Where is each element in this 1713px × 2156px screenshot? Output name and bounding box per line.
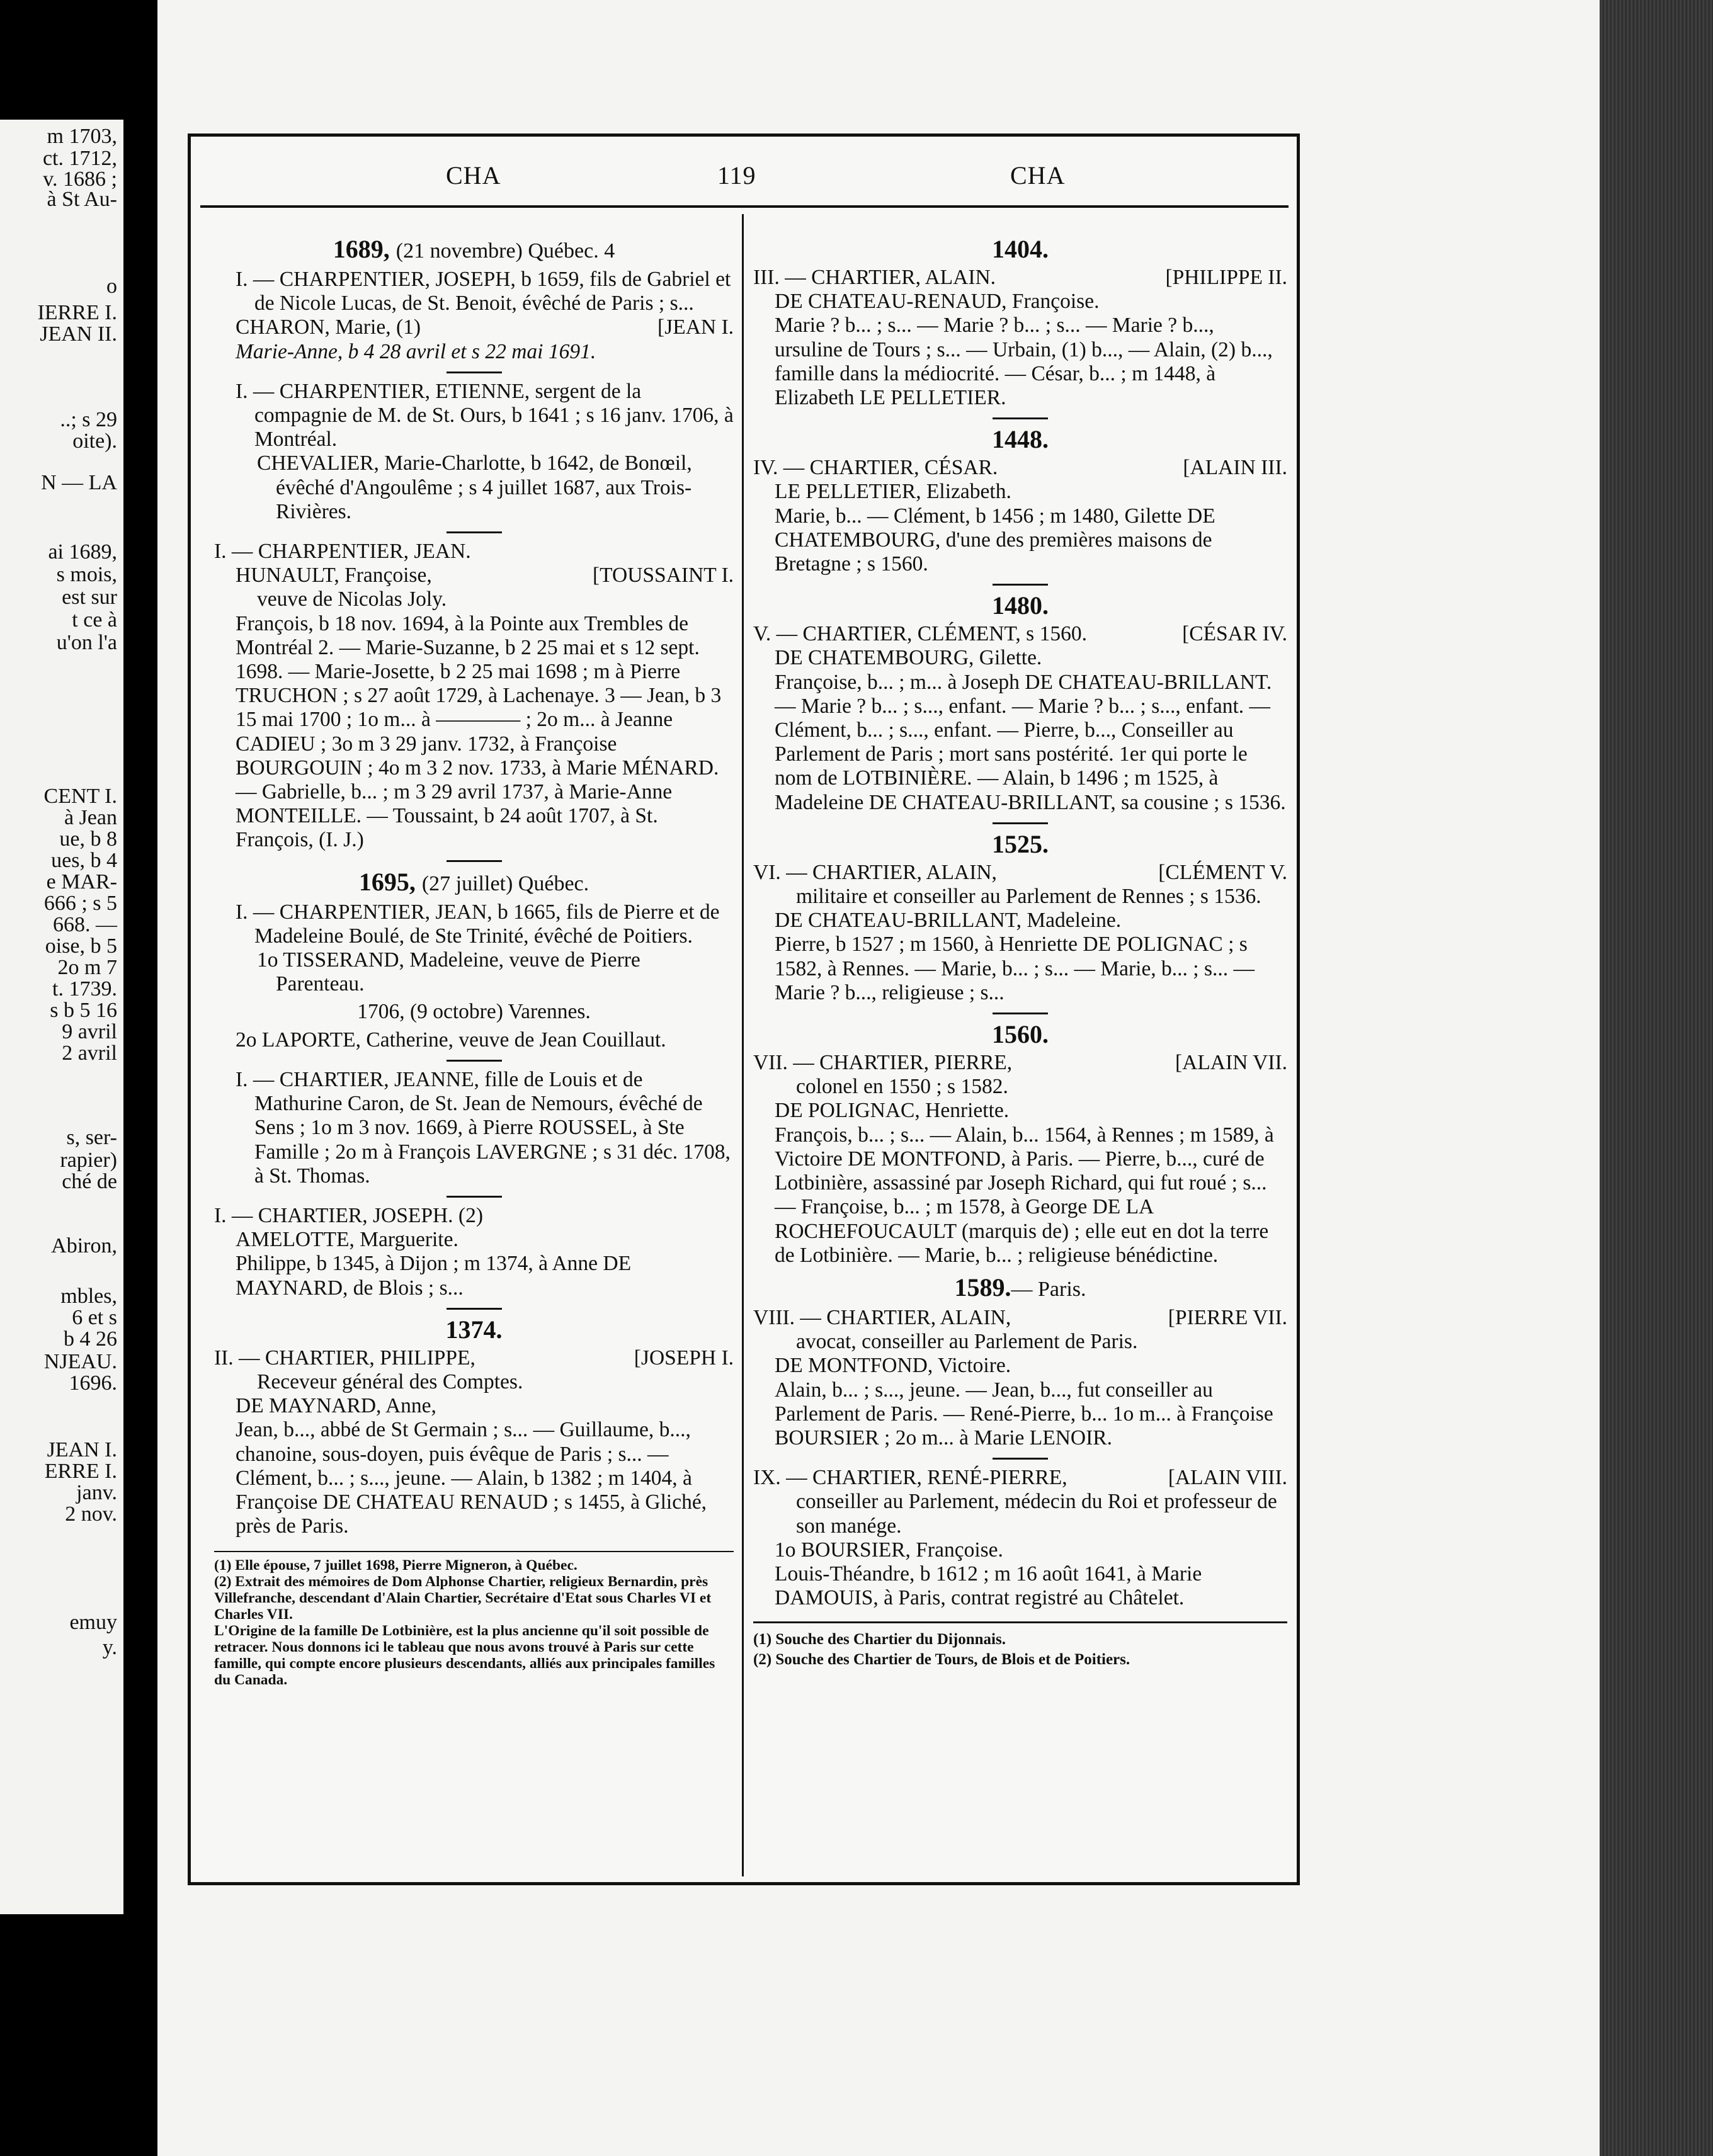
entry-office: militaire et conseiller au Parlement de Rennes ; s 1536. (796, 885, 1261, 909)
left-page-fragment-text: ct. 1712, (42, 147, 117, 170)
entry-office: conseiller au Parlement, médecin du Roi et professeur de son manége. (796, 1490, 1277, 1538)
entry-spouse: HUNAULT, Françoise, [TOUSSAINT I. (236, 564, 734, 587)
left-page-fragment-text: à Jean (64, 806, 117, 829)
entry-head: I. — CHARPENTIER, ETIENNE, sergent de la compagnie de M. de St. Ours, b 1641 ; s 16 janv. 1706, à Montréal. (236, 379, 734, 451)
genealogy-entry (214, 380, 734, 524)
left-page-fragment-text: IERRE I. (37, 301, 117, 324)
left-page-fragment-text: est sur (62, 586, 117, 609)
left-page-fragment-text: NJEAU. (43, 1350, 117, 1373)
separator (993, 417, 1048, 419)
left-page-fragment-text: 668. — (53, 913, 117, 936)
genealogy-entry (214, 1068, 734, 1188)
entry-children: Marie ? b... ; s... — Marie ? b... ; s... — Marie ? b..., ursuline de Tours ; s... — Urbain, (1) b..., — Alain, (2) b..., famille dans la médiocrité. — César, b... ; m 1448, à Elizabeth LE PELLETIER. (775, 314, 1273, 410)
genealogy-entry (753, 1466, 1287, 1610)
entry-office: avocat, conseiller au Parlement de Paris. (796, 1330, 1138, 1354)
entry-head: I. — CHARPENTIER, JEAN. (214, 540, 471, 564)
header-rule (200, 205, 1289, 208)
left-page-fragment (0, 120, 123, 1914)
parent-ref: [ALAIN III. (1183, 456, 1287, 480)
year-heading: 1404. (992, 235, 1049, 263)
parent-ref: [JOSEPH I. (634, 1346, 734, 1370)
footnote-3: L'Origine de la famille De Lotbinière, est la plus ancienne qu'il soit possible de retracer. Nous donnons ici le tableau que nous avons trouvé à Paris sur cette famille, qui compte encore plusieurs descendants, alliés aux principales familles du Canada. (214, 1623, 715, 1689)
entry-head: IV. — CHARTIER, CÉSAR. [ALAIN III. (753, 456, 1287, 480)
year-heading: 1480. (992, 591, 1049, 620)
left-page-fragment-text: e MAR- (46, 870, 117, 894)
year-heading: 1448. (992, 425, 1049, 454)
separator (447, 372, 502, 373)
left-page-fragment-text: JEAN II. (40, 322, 117, 346)
left-page-fragment-text: janv. (76, 1481, 117, 1504)
year-heading: 1695, (27 juillet) Québec. (358, 867, 589, 896)
entry-spouse-2: 2o LAPORTE, Catherine, veuve de Jean Couillaut. (236, 1028, 666, 1052)
separator (447, 1308, 502, 1310)
genealogy-entry (753, 1306, 1287, 1450)
running-head-right: CHA (1010, 161, 1066, 190)
entry-head: I. — CHARTIER, JEANNE, fille de Louis et de Mathurine Caron, de St. Jean de Nemours, évêché de Sens ; 1o m 3 nov. 1669, à Pierre ROUSSEL, à Ste Famille ; 2o m à François LAVERGNE ; s 31 déc. 1708, à St. Thomas. (236, 1067, 731, 1188)
column-divider (742, 214, 744, 1876)
entry-spouse: 1o BOURSIER, Françoise. (775, 1538, 1003, 1562)
entry-children: Marie-Anne, b 4 28 avril et s 22 mai 1691. (236, 339, 596, 363)
entry-children: François, b 18 nov. 1694, à la Pointe aux Trembles de Montréal 2. — Marie-Suzanne, b 2 25 mai et s 12 sept. 1698. — Marie-Josette, b 2 25 mai 1698 ; m à Pierre TRUCHON ; s 27 août 1729, à Lachenaye. 3 — Jean, b 3 15 mai 1700 ; 1o m... à ———— ; 2o m... à Jeanne CADIEU ; 3o m 3 29 janv. 1732, à Françoise BOURGOUIN ; 4o m 3 2 nov. 1733, à Marie MÉNARD. — Gabrielle, b... ; m 3 29 avril 1737, à Marie-Anne MONTEILLE. — Toussaint, b 24 août 1707, à St. François, (I. J.) (236, 611, 722, 852)
genealogy-entry (214, 268, 734, 364)
left-page-fragment-text: v. 1686 ; (43, 167, 117, 191)
left-page-fragment-text: ues, b 4 (51, 849, 117, 872)
page-number: 119 (717, 161, 756, 190)
parent-ref: [PIERRE VII. (1168, 1305, 1287, 1329)
entry-head: I. — CHARPENTIER, JEAN, b 1665, fils de Pierre et de Madeleine Boulé, de Ste Trinité, évêché de Poitiers. (236, 900, 720, 948)
parent-ref: [CÉSAR IV. (1182, 622, 1287, 646)
left-page-fragment-text: s, ser- (66, 1126, 117, 1149)
left-page-fragment-text: 9 avril (62, 1020, 117, 1043)
entry-spouse-note: veuve de Nicolas Joly. (257, 587, 447, 611)
parent-ref: [JEAN I. (657, 315, 734, 339)
entry-spouse: CHARON, Marie, (1) [JEAN I. (236, 315, 734, 339)
separator (447, 1196, 502, 1198)
entry-head: III. — CHARTIER, ALAIN. [PHILIPPE II. (753, 266, 1287, 289)
entry-spouse: LE PELLETIER, Elizabeth. (775, 480, 1011, 504)
genealogy-entry (753, 622, 1287, 815)
footnote-rule (214, 1551, 734, 1552)
separator (993, 1013, 1048, 1014)
left-page-fragment-text: s b 5 16 (50, 999, 117, 1022)
year-heading: 1374. (445, 1315, 503, 1344)
entry-spouse: DE MONTFOND, Victoire. (775, 1354, 1011, 1378)
genealogy-entry (214, 900, 734, 1052)
left-page-fragment-text: N — LA (41, 471, 117, 494)
entry-date: 1706, (9 octobre) Varennes. (357, 1000, 591, 1024)
left-page-fragment-text: o (106, 275, 117, 298)
book-edge-dark (1600, 0, 1713, 2156)
left-page-fragment-text: oise, b 5 (45, 934, 117, 958)
entry-children: Marie, b... — Clément, b 1456 ; m 1480, Gilette DE CHATEMBOURG, d'une des premières maisons de Bretagne ; s 1560. (775, 504, 1215, 576)
genealogy-entry (214, 540, 734, 853)
left-page-fragment-text: rapier) (60, 1149, 117, 1172)
entry-children: Pierre, b 1527 ; m 1560, à Henriette DE POLIGNAC ; s 1582, à Rennes. — Marie, b... ; s... — Marie, b... ; s... — Marie ? b..., religieuse ; s... (775, 933, 1255, 1004)
entry-office: Receveur général des Comptes. (257, 1370, 523, 1393)
entry-spouse: 1o TISSERAND, Madeleine, veuve de Pierre Parenteau. (257, 948, 640, 996)
year-heading: 1560. (992, 1020, 1049, 1049)
footnote-1: (1) Elle épouse, 7 juillet 1698, Pierre Migneron, à Québec. (214, 1557, 578, 1574)
footnote-1: (1) Souche des Chartier du Dijonnais. (753, 1631, 1006, 1648)
left-page-fragment-text: 1696. (69, 1371, 117, 1395)
year-heading: 1525. (992, 829, 1049, 858)
parent-ref: [PHILIPPE II. (1165, 266, 1287, 289)
genealogy-entry (753, 456, 1287, 576)
entry-spouse: AMELOTTE, Marguerite. (236, 1228, 458, 1252)
left-page-fragment-text: 666 ; s 5 (43, 892, 117, 915)
entry-office: colonel en 1550 ; s 1582. (796, 1075, 1008, 1099)
entry-head: VIII. — CHARTIER, ALAIN, [PIERRE VII. (753, 1305, 1287, 1329)
parent-ref: [ALAIN VIII. (1168, 1466, 1287, 1490)
running-head-left: CHA (446, 161, 501, 190)
entry-head: IX. — CHARTIER, RENÉ-PIERRE, [ALAIN VIII. (753, 1466, 1287, 1490)
left-page-fragment-text: y. (102, 1636, 117, 1659)
footnote-rule (753, 1621, 1287, 1623)
left-page-fragment-text: oite). (72, 429, 117, 453)
entry-head: I. — CHARPENTIER, JOSEPH, b 1659, fils de Gabriel et de Nicole Lucas, de St. Benoit, évêché de Paris ; s... (236, 268, 731, 315)
genealogy-entry (753, 1051, 1287, 1268)
separator (993, 584, 1048, 586)
separator (447, 531, 502, 533)
entry-spouse: DE MAYNARD, Anne, (236, 1394, 436, 1418)
left-page-fragment-text: mbles, (60, 1285, 117, 1308)
genealogy-entry (214, 1204, 734, 1300)
left-page-fragment-text: à St Au- (47, 188, 117, 211)
year-heading: 1689, (21 novembre) Québec. 4 (333, 235, 615, 263)
left-page-fragment-text: m 1703, (47, 125, 117, 148)
entry-children: Jean, b..., abbé de St Germain ; s... — Guillaume, b..., chanoine, sous-doyen, puis évêque de Paris ; s... — Clément, b... ; s..., jeune. — Alain, b 1382 ; m 1404, à Françoise DE CHATEAU RENAUD ; s 1455, à Gliché, près de Paris. (236, 1418, 707, 1538)
entry-spouse: DE CHATEAU-RENAUD, Françoise. (775, 290, 1100, 314)
left-page-fragment-text: u'on l'a (56, 631, 117, 654)
left-page-fragment-text: emuy (69, 1611, 117, 1634)
entry-head: I. — CHARTIER, JOSEPH. (2) (214, 1203, 483, 1227)
genealogy-entry (214, 1346, 734, 1539)
left-page-fragment-text: ERRE I. (44, 1460, 117, 1483)
left-page-fragment-text: 2 nov. (65, 1502, 117, 1526)
entry-head: V. — CHARTIER, CLÉMENT, s 1560. [CÉSAR IV. (753, 622, 1287, 646)
year-heading: 1589.— Paris. (954, 1273, 1086, 1302)
left-column (214, 233, 734, 1688)
left-page-fragment-text: 2 avril (62, 1041, 117, 1065)
left-page-fragment-text: t ce à (72, 608, 117, 632)
left-page-fragment-text: CENT I. (43, 785, 117, 808)
parent-ref: [CLÉMENT V. (1158, 860, 1287, 884)
separator (447, 1060, 502, 1062)
left-page-fragment-text: 2o m 7 (57, 956, 117, 979)
entry-children: Alain, b... ; s..., jeune. — Jean, b..., fut conseiller au Parlement de Paris. — René-Pierre, b... 1o m... à Françoise BOURSIER ; 2o m... à Marie LENOIR. (775, 1378, 1273, 1450)
footnote-2: (2) Souche des Chartier de Tours, de Blois et de Poitiers. (753, 1651, 1130, 1669)
entry-spouse: DE POLIGNAC, Henriette. (775, 1099, 1010, 1123)
left-page-fragment-text: ..; s 29 (60, 408, 117, 431)
left-page-fragment-text: ue, b 8 (59, 827, 117, 851)
entry-spouse: CHEVALIER, Marie-Charlotte, b 1642, de Bonœil, évêché d'Angoulême ; s 4 juillet 1687, aux Trois-Rivières. (257, 451, 692, 523)
separator (993, 1458, 1048, 1460)
entry-head: VII. — CHARTIER, PIERRE, [ALAIN VII. (753, 1051, 1287, 1075)
left-page-fragment-text: t. 1739. (52, 977, 117, 1001)
left-page-fragment-text: JEAN I. (47, 1438, 117, 1461)
left-page-fragment-text: ché de (62, 1170, 117, 1193)
entry-spouse: DE CHATEAU-BRILLANT, Madeleine. (775, 909, 1122, 933)
separator (447, 860, 502, 862)
entry-head: II. — CHARTIER, PHILIPPE, [JOSEPH I. (214, 1346, 734, 1370)
entry-spouse: DE CHATEMBOURG, Gilette. (775, 646, 1042, 670)
entry-children: Françoise, b... ; m... à Joseph DE CHATEAU-BRILLANT. — Marie ? b... ; s..., enfant. — Marie ? b... ; s..., enfant. — Clément, b... ; s..., enfant. — Pierre, b..., Conseiller au Parlement de Paris ; mort sans postérité. 1er qui porte le nom de LOTBINIÈRE. — Alain, b 1496 ; m 1525, à Madeleine DE CHATEAU-BRILLANT, sa cousine ; s 1536. (775, 670, 1286, 814)
right-column (753, 233, 1287, 1670)
left-page-fragment-text: Abiron, (51, 1234, 117, 1257)
genealogy-entry (753, 266, 1287, 410)
entry-head: VI. — CHARTIER, ALAIN, [CLÉMENT V. (753, 860, 1287, 884)
left-page-fragment-text: s mois, (56, 563, 117, 586)
entry-children: Louis-Théandre, b 1612 ; m 16 août 1641, à Marie DAMOUIS, à Paris, contrat registré au Châtelet. (775, 1562, 1202, 1610)
left-page-fragment-text: 6 et s (72, 1306, 117, 1329)
separator (993, 822, 1048, 824)
footnote-2: (2) Extrait des mémoires de Dom Alphonse Chartier, religieux Bernardin, près Villefranche, descendant d'Alain Chartier, Secrétaire d'Etat sous Charles VI et Charles VII. (214, 1574, 712, 1623)
genealogy-entry (753, 861, 1287, 1005)
entry-children: François, b... ; s... — Alain, b... 1564, à Rennes ; m 1589, à Victoire DE MONTFOND, à Paris. — Pierre, b..., curé de Lotbinière, assassiné par Joseph Richard, qui fut roué ; s... — Françoise, b... ; m 1578, à George DE LA ROCHEFOUCAULT (marquis de) ; elle eut en dot la terre de Lotbinière. — Marie, b... ; religieuse bénédictine. (775, 1123, 1274, 1267)
parent-ref: [ALAIN VII. (1175, 1051, 1287, 1075)
entry-children: Philippe, b 1345, à Dijon ; m 1374, à Anne DE MAYNARD, de Blois ; s... (236, 1252, 632, 1300)
parent-ref: [TOUSSAINT I. (593, 564, 734, 587)
left-page-fragment-text: ai 1689, (48, 540, 117, 564)
left-page-fragment-text: b 4 26 (64, 1327, 117, 1351)
